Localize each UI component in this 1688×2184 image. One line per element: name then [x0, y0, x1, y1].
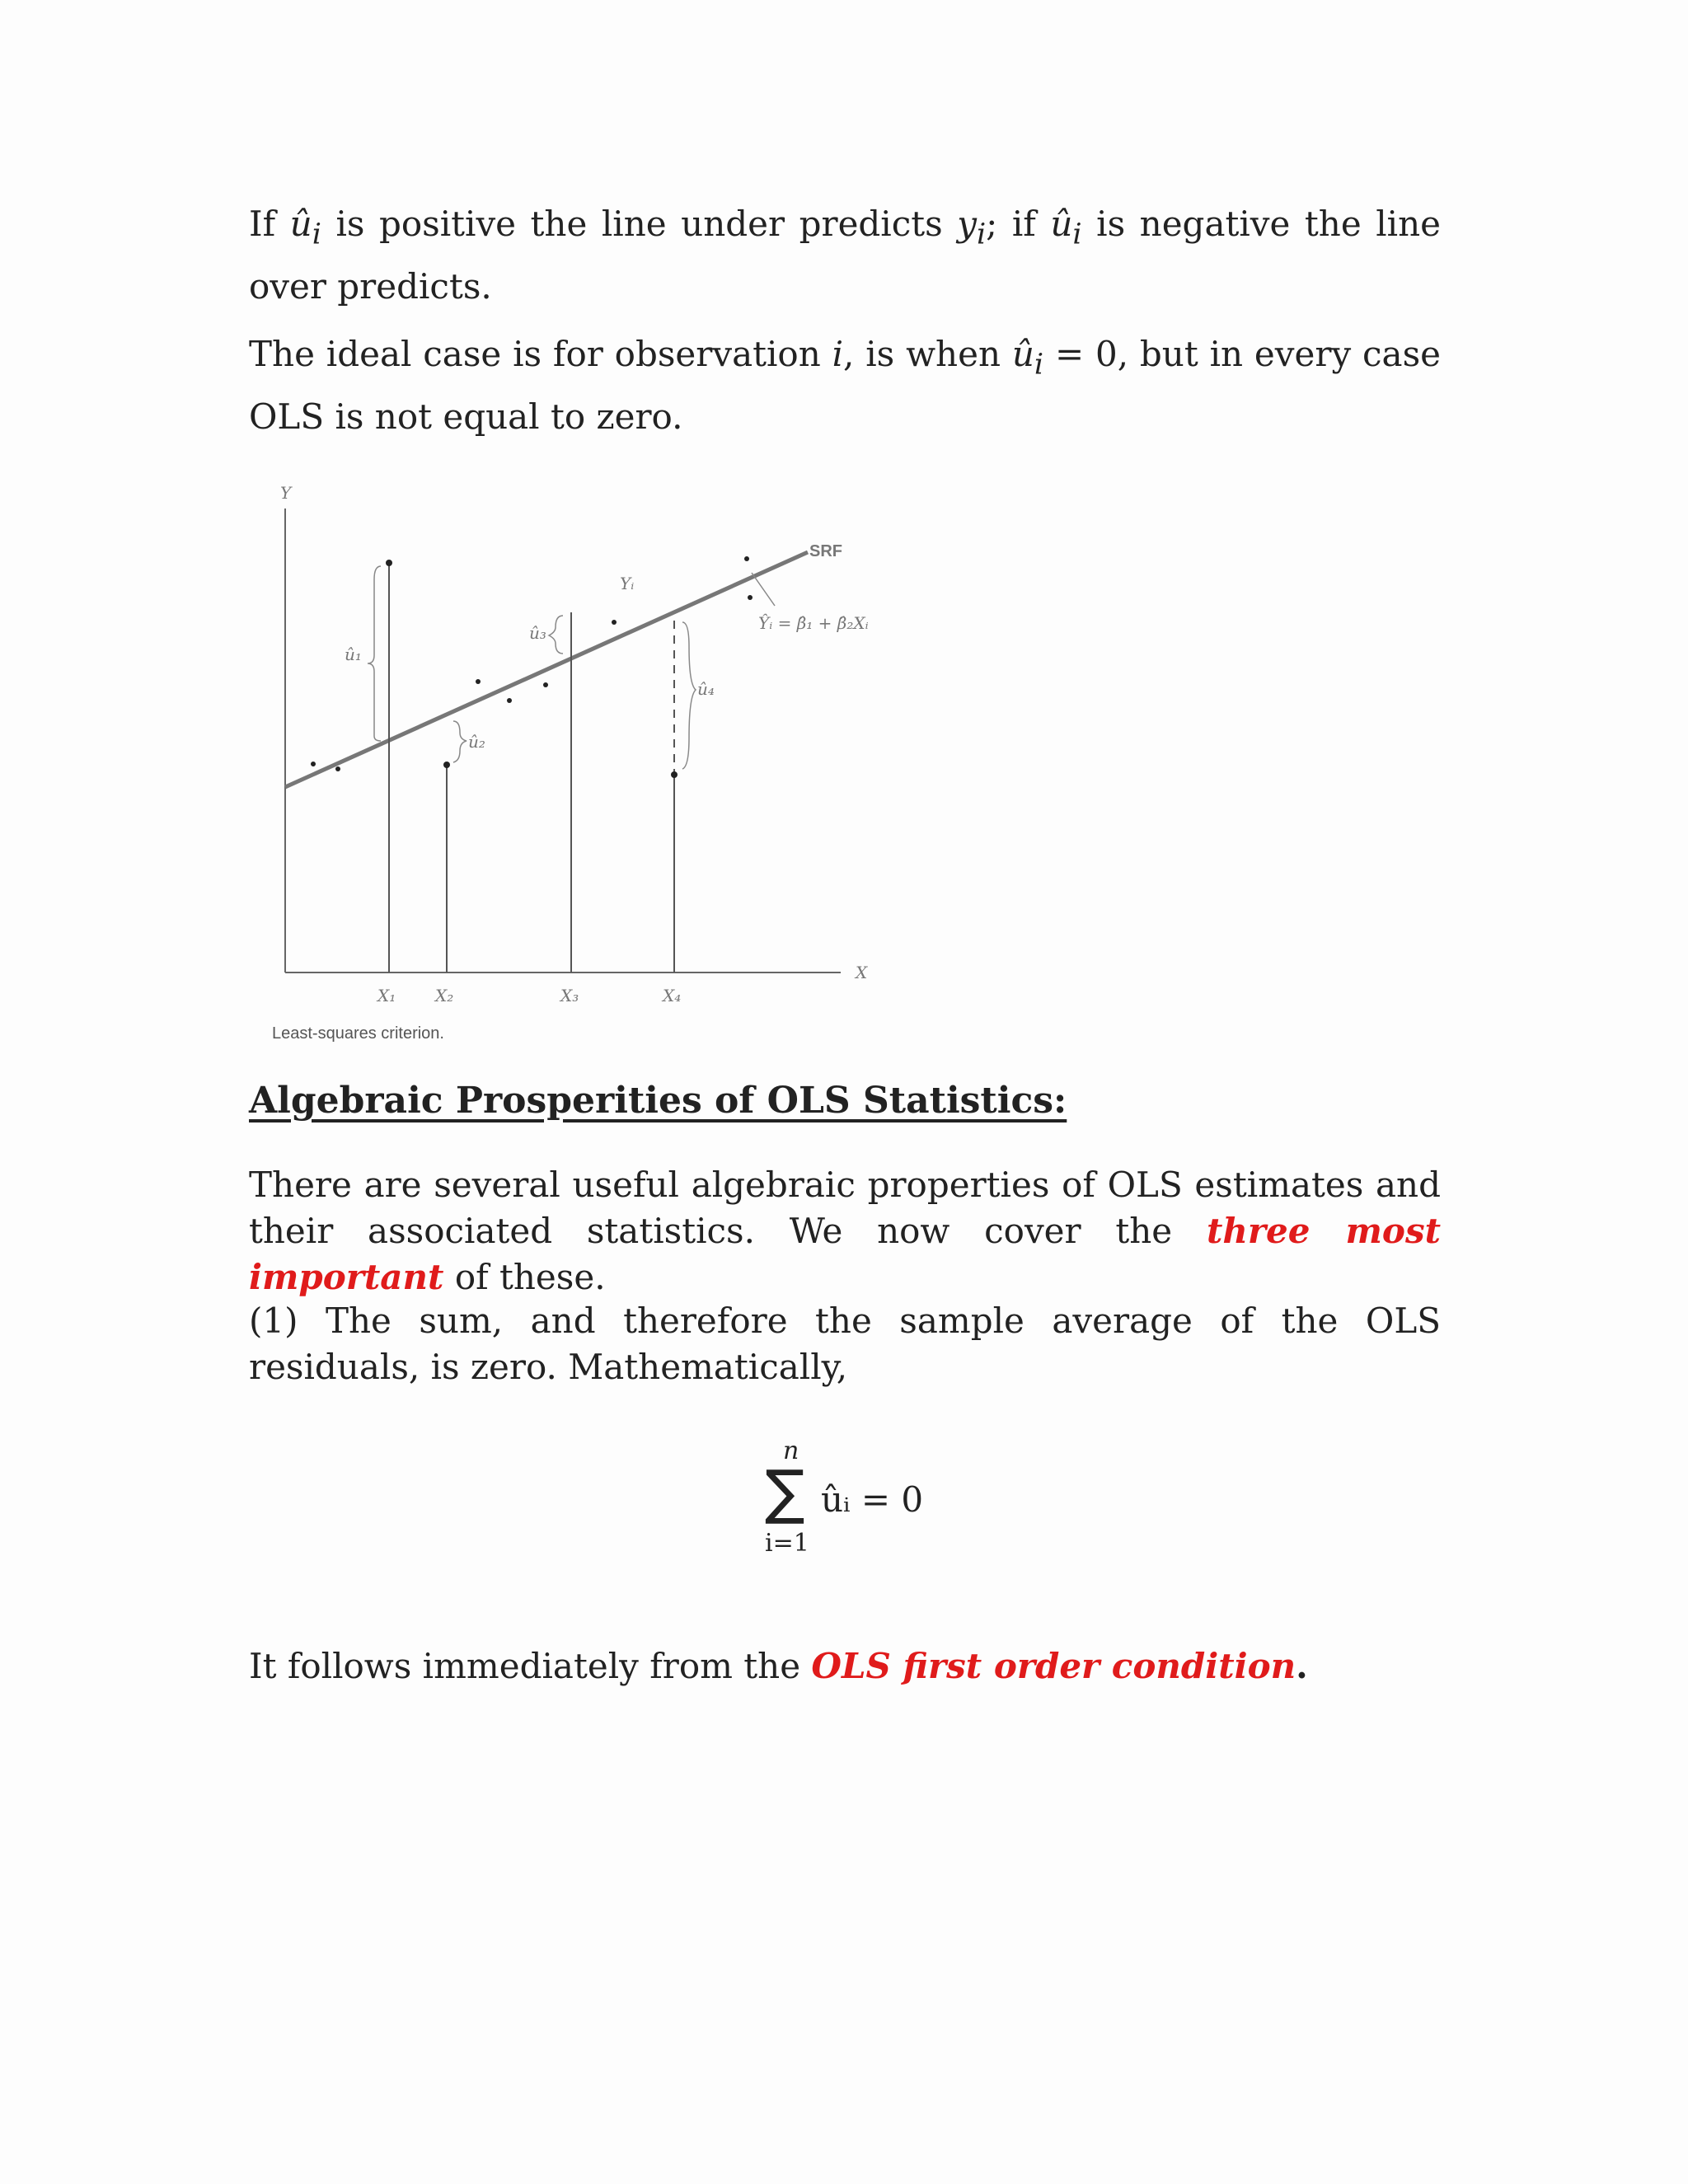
data-point [543, 682, 548, 687]
paragraph-first-order-condition [249, 1640, 1441, 1693]
math-subscript-i: i [1034, 348, 1044, 382]
math-u-hat: û [1050, 204, 1073, 244]
data-point [671, 771, 678, 778]
data-point [443, 762, 450, 768]
x4-tick-label: X₄ [663, 986, 682, 1005]
text: It follows immediately from the [249, 1646, 812, 1686]
emphasis-red: three most important [249, 1211, 1441, 1297]
text: The ideal case is for observation [249, 334, 832, 374]
text: is negative the line over predicts. [249, 204, 1441, 307]
data-point [612, 620, 617, 625]
data-point [744, 556, 749, 561]
paragraph-residual-sign [249, 198, 1441, 313]
u4-brace [682, 622, 696, 769]
paragraph-property-one: (1) The sum, and therefore the sample average of the OLS residuals, is zero. Mathematically, [249, 1301, 1441, 1387]
text: , is when [843, 334, 1012, 374]
math-u-hat: û [1011, 334, 1034, 374]
data-point [311, 762, 316, 766]
text: There are several useful algebraic properties of OLS estimates and their associated statistics. We now cover the [249, 1165, 1441, 1251]
sum-upper-limit: n [783, 1436, 799, 1465]
y-axis-label: Y [280, 483, 292, 503]
text: If [249, 204, 290, 244]
math-y: y [957, 204, 977, 244]
least-squares-figure [272, 474, 898, 1051]
srf-pointer [752, 573, 775, 606]
u2-brace [453, 721, 467, 762]
text: of these. [443, 1257, 606, 1297]
u1-brace [368, 566, 381, 741]
paragraph-ideal-case [249, 328, 1441, 443]
text: ; if [986, 204, 1051, 244]
section-heading: Algebraic Prosperities of OLS Statistics: [249, 1080, 1067, 1122]
srf-line [285, 552, 808, 787]
text: = 0, but in every case OLS is not equal to zero. [249, 334, 1441, 438]
x3-tick-label: X₃ [560, 986, 579, 1005]
data-point [507, 698, 512, 703]
yi-label: Yᵢ [620, 574, 635, 593]
data-point [748, 595, 753, 600]
u4-label: û₄ [697, 679, 715, 699]
u3-label: û₃ [529, 623, 546, 643]
x2-tick-label: X₂ [435, 986, 454, 1005]
figure-caption: Least-squares criterion. [272, 1024, 444, 1043]
x-axis-label: X [856, 963, 868, 982]
math-subscript-i: i [312, 218, 321, 251]
data-point [335, 766, 340, 771]
data-point [386, 560, 392, 566]
equation-body: ûᵢ = 0 [821, 1479, 924, 1520]
math-u-hat: û [289, 204, 312, 244]
x1-tick-label: X₁ [377, 986, 396, 1005]
period: . [1296, 1646, 1308, 1686]
u2-label: û₂ [468, 732, 485, 752]
math-i: i [832, 334, 844, 374]
math-subscript-i: i [976, 218, 987, 251]
data-point [476, 679, 481, 684]
u3-brace [549, 616, 563, 654]
sigma-symbol: ∑ [765, 1457, 805, 1526]
srf-label: SRF [809, 542, 842, 560]
srf-equation-label: Ŷᵢ = β̂₁ + β̂₂Xᵢ [758, 613, 869, 633]
sum-lower-limit: i=1 [765, 1529, 809, 1558]
u1-label: û₁ [345, 644, 362, 664]
paragraph-properties-intro [249, 1162, 1441, 1301]
least-squares-diagram [272, 474, 898, 1018]
sum-residuals-equation [742, 1430, 956, 1578]
math-subscript-i: i [1072, 218, 1082, 251]
text: is positive the line under predicts [321, 204, 958, 244]
emphasis-red: OLS first order condition [811, 1646, 1296, 1686]
